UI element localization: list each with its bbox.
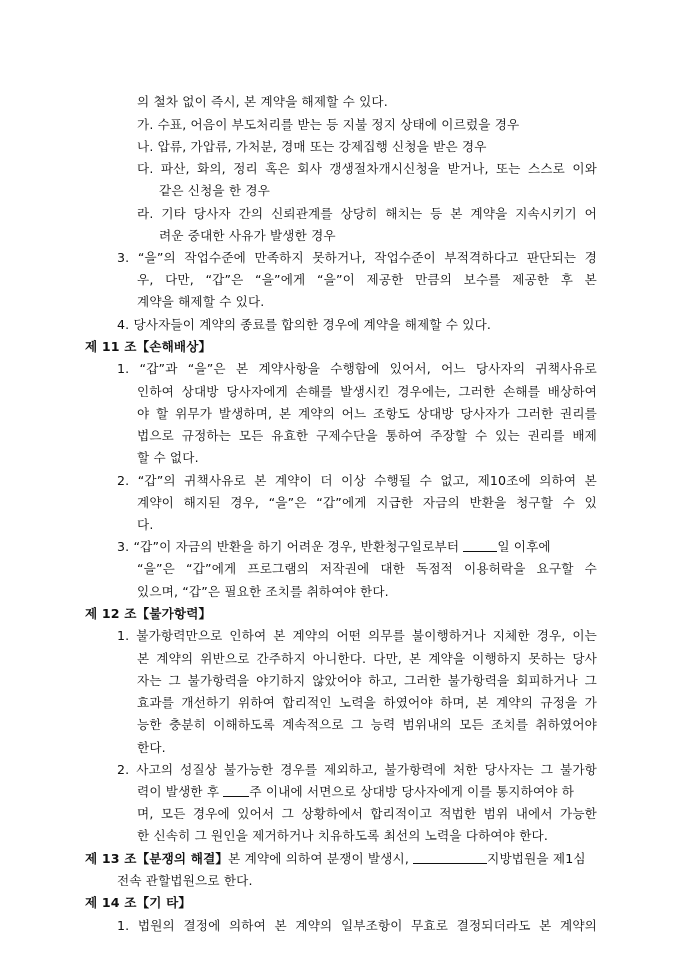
- list-item-ra: 라. 기타 당사자 간의 신뢰관계를 상당히 해치는 등 본 계약을 지속시키기 어: [137, 206, 597, 221]
- text-line: 며, 모든 경우에 있어서 그 상황하에서 합리적이고 적법한 범위 내에서 가능한: [137, 806, 597, 821]
- text-line: 있으며, “갑”은 필요한 조치를 취하여야 한다.: [137, 584, 389, 599]
- text-line: 계약을 해제할 수 있다.: [137, 294, 265, 309]
- list-item-da: 다. 파산, 화의, 정리 혹은 회사 갱생절차개시신청을 받거나, 또는 스스로 이와: [137, 161, 597, 176]
- text-span: 본 계약에 의하여 분쟁이 발생시,: [228, 851, 410, 866]
- text-line: 할 수 없다.: [137, 450, 199, 465]
- text-span: 력이 발생한 후: [137, 784, 220, 799]
- text-span: 주 이내에 서면으로 상대방 당사자에게 이를 통지하여야 하: [249, 784, 575, 799]
- text-line: [137, 784, 597, 800]
- blank-field-days: [463, 539, 497, 552]
- text-line: 법으로 규정하는 모든 유효한 구제수단을 통하여 주장할 수 있는 권리를 배제: [137, 428, 597, 443]
- text-line: 전속 관할법원으로 한다.: [117, 873, 253, 888]
- text-line: 같은 신청을 한 경우: [159, 183, 270, 198]
- text-line: 우, 다만, “갑”은 “을”에게 “을”이 제공한 만큼의 보수를 제공한 후 본: [137, 272, 597, 287]
- clause-item-1: 1. “갑”과 “을”은 본 계약사항을 수행함에 있어서, 어느 당사자의 귀책사유로: [117, 361, 597, 376]
- clause-item-1: 1. 법원의 결정에 의하여 본 계약의 일부조항이 무효로 결정되더라도 본 계약의: [117, 918, 597, 933]
- clause-item-3: [117, 539, 597, 555]
- text-line: 한다.: [137, 740, 166, 755]
- text-line: 야 할 위무가 발생하며, 본 계약의 어느 조항도 상대방 당사자가 그러한 권리를: [137, 406, 597, 421]
- text-line: 한 신속히 그 원인을 제거하거나 치유하도록 최선의 노력을 다하여야 한다.: [137, 828, 548, 843]
- text-line: “을”은 “갑”에게 프로그램의 저작권에 대한 독점적 이용허락을 요구할 수: [137, 561, 597, 576]
- clause-item-3: 3. “을”의 작업수준에 만족하지 못하거나, 작업수준이 부적격하다고 판단되는 경: [117, 250, 597, 265]
- text-line: 인하여 상대방 당사자에게 손해를 발생시킨 경우에는, 그러한 손해를 배상하여: [137, 384, 597, 399]
- text-line: 계약이 해지된 경우, “을”은 “갑”에게 지급한 자금의 반환을 청구할 수 있: [137, 495, 597, 510]
- text-line: 자는 그 불가항력을 야기하지 않았어야 하고, 그러한 불가항력을 회피하거나 그: [137, 673, 597, 688]
- text-line: 효과를 개선하기 위하여 합리적인 노력을 하였어야 하며, 본 계약의 규정을 가: [137, 695, 597, 710]
- text-span: 지방법원을 제1심: [487, 851, 586, 866]
- text-line: 다.: [137, 517, 154, 532]
- article-11-heading: 제 11 조【손해배상】: [85, 339, 212, 354]
- article-13: [85, 851, 597, 867]
- text-span: 3. “갑”이 자금의 반환을 하기 어려운 경우, 반환청구일로부터: [117, 539, 460, 554]
- blank-field-court: [413, 851, 487, 864]
- text-span: 일 이후에: [497, 539, 551, 554]
- clause-item-2: 2. 사고의 성질상 불가능한 경우를 제외하고, 불가항력에 처한 당사자는 그 불가항: [117, 762, 597, 777]
- text-line: 본 계약의 위반으로 간주하지 아니한다. 다만, 본 계약을 이행하지 못하는 당사: [137, 651, 597, 666]
- text-line: 의 철차 없이 즉시, 본 계약을 해제할 수 있다.: [137, 94, 388, 109]
- article-13-heading: 제 13 조【분쟁의 해결】: [85, 851, 229, 866]
- article-14-heading: 제 14 조【기 타】: [85, 895, 192, 910]
- clause-item-4: 4. 당사자들이 계약의 종료를 합의한 경우에 계약을 해제할 수 있다.: [117, 317, 492, 332]
- text-line: 능한 충분히 이해하도록 계속적으로 그 능력 범위내의 모든 조치를 취하였어야: [137, 717, 597, 732]
- article-12-heading: 제 12 조【불가항력】: [85, 606, 212, 621]
- list-item-ga: 가. 수표, 어음이 부도처리를 받는 등 지불 정지 상태에 이르렀을 경우: [137, 117, 520, 132]
- clause-item-2: 2. “갑”의 귀책사유로 본 계약이 더 이상 수행될 수 없고, 제10조에 의하여 본: [117, 473, 597, 488]
- blank-field-weeks: [223, 784, 249, 797]
- clause-item-1: 1. 불가항력만으로 인하여 본 계약의 어떤 의무를 불이행하거나 지체한 경우, 이는: [117, 628, 597, 643]
- text-line: 려운 중대한 사유가 발생한 경우: [159, 228, 336, 243]
- list-item-na: 나. 압류, 가압류, 가처분, 경매 또는 강제집행 신청을 받은 경우: [137, 139, 487, 154]
